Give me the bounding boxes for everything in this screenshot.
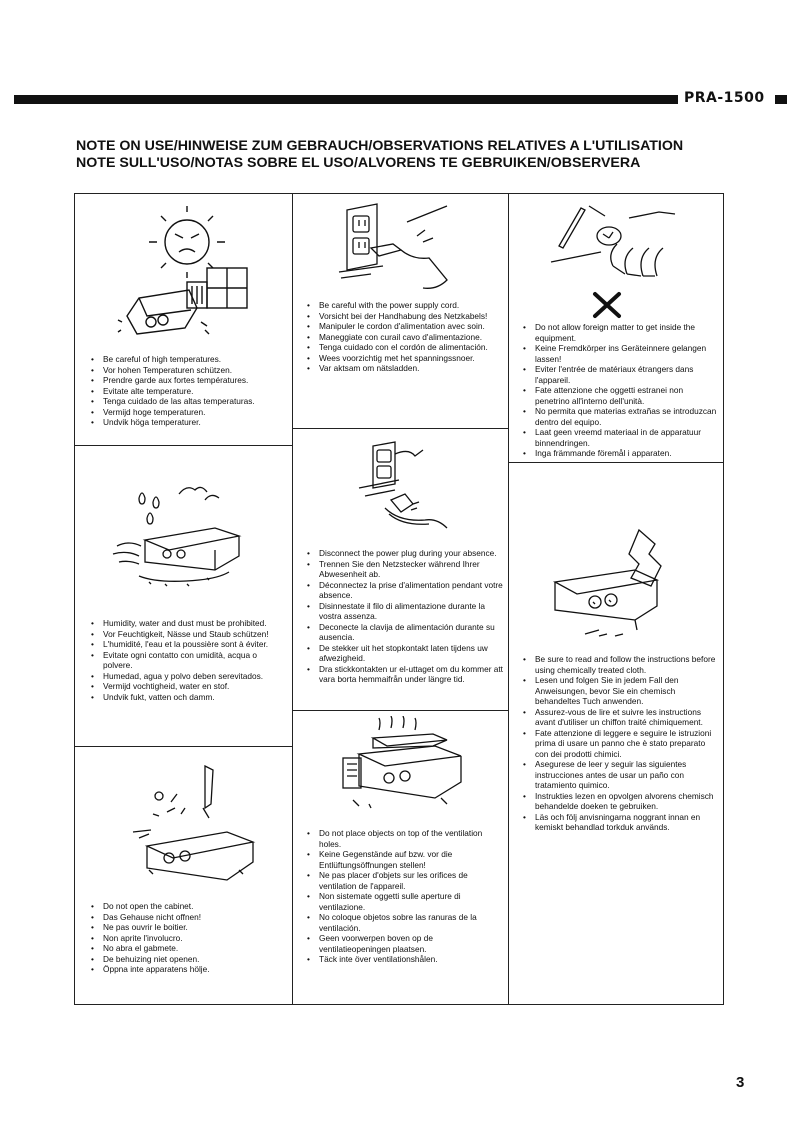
note-item: • Vor hohen Temperaturen schützen.	[89, 365, 285, 376]
note-item: • Do not allow foreign matter to get inside the equipment.	[521, 322, 717, 343]
ventilation-notes	[305, 828, 505, 965]
note-item: • Wees voorzichtig met het spanningssnoer.	[305, 353, 505, 364]
header-rule	[14, 95, 678, 104]
row-divider	[292, 710, 508, 711]
notes-grid	[74, 193, 724, 1005]
note-item: • Be careful of high temperatures.	[89, 354, 285, 365]
note-item: • Humedad, agua y polvo deben serevitados.	[89, 671, 285, 682]
row-divider	[75, 445, 292, 446]
note-item: • Keine Fremdkörper ins Geräteinnere gelangen lassen!	[521, 343, 717, 364]
page-number: 3	[736, 1074, 745, 1091]
note-item: • Prendre garde aux fortes températures.	[89, 375, 285, 386]
note-item: • Das Gehause nicht offnen!	[89, 912, 285, 923]
note-item: • Disconnect the power plug during your absence.	[305, 548, 505, 559]
note-item: • Dra stickkontakten ur el-uttaget om du kommer att vara borta hemmaifrån under längre tid.	[305, 664, 505, 685]
row-divider	[508, 462, 724, 463]
water-dust-illustration	[109, 478, 249, 590]
note-item: • De stekker uit het stopkontakt laten tijdens uw afwezigheid.	[305, 643, 505, 664]
note-item: • Eviter l'entrée de matériaux étrangers dans l'appareil.	[521, 364, 717, 385]
unplugged-cord-illustration	[351, 438, 451, 530]
header-end-mark	[775, 95, 787, 104]
note-item: • Deconecte la clavija de alimentación durante su ausencia.	[305, 622, 505, 643]
note-item: • Trennen Sie den Netzstecker während Ihrer Abwesenheit ab.	[305, 559, 505, 580]
note-item: • Vermijd hoge temperaturen.	[89, 407, 285, 418]
row-divider	[292, 428, 508, 429]
note-item: • Déconnectez la prise d'alimentation pendant votre absence.	[305, 580, 505, 601]
note-item: • Do not place objects on top of the ventilation holes.	[305, 828, 505, 849]
note-item: • Laat geen vreemd materiaal in de apparatuur binnendringen.	[521, 427, 717, 448]
chemical-cloth-notes	[521, 654, 717, 833]
note-item: • Non aprite l'involucro.	[89, 933, 285, 944]
humidity-notes	[89, 618, 285, 702]
note-item: • Undvik höga temperaturer.	[89, 417, 285, 428]
cabinet-notes	[89, 901, 285, 975]
note-item: • Evitate ogni contatto con umidità, acqua o polvere.	[89, 650, 285, 671]
note-item: • Be careful with the power supply cord.	[305, 300, 505, 311]
note-item: • Instrukties lezen en opvolgen alvorens chemisch behandelde doeken te gebruiken.	[521, 791, 717, 812]
temperature-notes	[89, 354, 285, 428]
note-item: • L'humidité, l'eau et la poussière sont à éviter.	[89, 639, 285, 650]
note-item: • Ne pas placer d'objets sur les orifices de ventilation de l'appareil.	[305, 870, 505, 891]
title-line-1: NOTE ON USE/HINWEISE ZUM GEBRAUCH/OBSERVATIONS RELATIVES A L'UTILISATION	[76, 138, 684, 154]
note-item: • Non sistemate oggetti sulle aperture di ventilazione.	[305, 891, 505, 912]
power-outlet-hand-illustration	[337, 202, 463, 294]
note-item: • Maneggiate con curail cavo d'alimentazione.	[305, 332, 505, 343]
note-item: • Fate attenzione di leggere e seguire le istruzioni prima di usare un panno che è stato preparato con dei prodotti chimici.	[521, 728, 717, 760]
hot-sun-illustration	[117, 204, 257, 346]
note-item: • Tenga cuidado de las altas temperaturas.	[89, 396, 285, 407]
note-item: • Asegurese de leer y seguir las siguientes instrucciones antes de usar un paño con tratamiento quimico.	[521, 759, 717, 791]
note-item: • Evitate alte temperature.	[89, 386, 285, 397]
row-divider	[75, 746, 292, 747]
note-item: • Manipuler le cordon d'alimentation avec soin.	[305, 321, 505, 332]
title-line-2: NOTE SULL'USO/NOTAS SOBRE EL USO/ALVORENS TE GEBRUIKEN/OBSERVERA	[76, 155, 641, 171]
note-item: • Lesen und folgen Sie in jedem Fall den Anweisungen, bevor Sie ein chemisch behandeltes Tuch anwenden.	[521, 675, 717, 707]
note-item: • Humidity, water and dust must be prohibited.	[89, 618, 285, 629]
note-item: • Disinnestate il filo di alimentazione durante la vostra assenza.	[305, 601, 505, 622]
unplug-notes	[305, 548, 505, 685]
note-item: • Ne pas ouvrir le boitier.	[89, 922, 285, 933]
note-item: • No abra el gabmete.	[89, 943, 285, 954]
page-title	[76, 138, 736, 172]
foreign-matter-illustration	[543, 202, 683, 320]
note-item: • Var aktsam om nätsladden.	[305, 363, 505, 374]
note-item: • Do not open the cabinet.	[89, 901, 285, 912]
cord-notes	[305, 300, 505, 374]
note-item: • No coloque objetos sobre las ranuras de la ventilación.	[305, 912, 505, 933]
note-item: • Assurez-vous de lire et suivre les instructions avant d'utiliser un chiffon traité chimiquement.	[521, 707, 717, 728]
note-item: • No permita que materias extrañas se introduzcan dentro del equipo.	[521, 406, 717, 427]
note-item: • Läs och följ anvisningarna noggrant innan en kemiskt behandlad torkduk används.	[521, 812, 717, 833]
chemical-cloth-illustration	[545, 526, 675, 644]
column-divider	[292, 194, 293, 1004]
note-item: • Täck inte över ventilationshålen.	[305, 954, 505, 965]
note-item: • Undvik fukt, vatten och damm.	[89, 692, 285, 703]
note-item: • Geen voorwerpen boven op de ventilatieopeningen plaatsen.	[305, 933, 505, 954]
note-item: • Vorsicht bei der Handhabung des Netzkabels!	[305, 311, 505, 322]
note-item: • Vermijd vochtigheid, water en stof.	[89, 681, 285, 692]
column-divider	[508, 194, 509, 1004]
note-item: • Keine Gegenstände auf bzw. vor die Entlüftungsöffnungen stellen!	[305, 849, 505, 870]
note-item: • Inga främmande föremål i apparaten.	[521, 448, 717, 459]
note-item: • Öppna inte apparatens hölje.	[89, 964, 285, 975]
note-item: • Vor Feuchtigkeit, Nässe und Staub schützen!	[89, 629, 285, 640]
note-item: • Tenga cuidado con el cordón de alimentación.	[305, 342, 505, 353]
note-item: • Fate attenzione che oggetti estranei non penetrino all'interno dell'unità.	[521, 385, 717, 406]
foreign-matter-notes	[521, 322, 717, 459]
note-item: • De behuizing niet openen.	[89, 954, 285, 965]
covered-vent-illustration	[329, 716, 469, 816]
note-item: • Be sure to read and follow the instructions before using chemically treated cloth.	[521, 654, 717, 675]
model-name: PRA-1500	[684, 90, 765, 106]
opened-cabinet-illustration	[119, 762, 259, 890]
